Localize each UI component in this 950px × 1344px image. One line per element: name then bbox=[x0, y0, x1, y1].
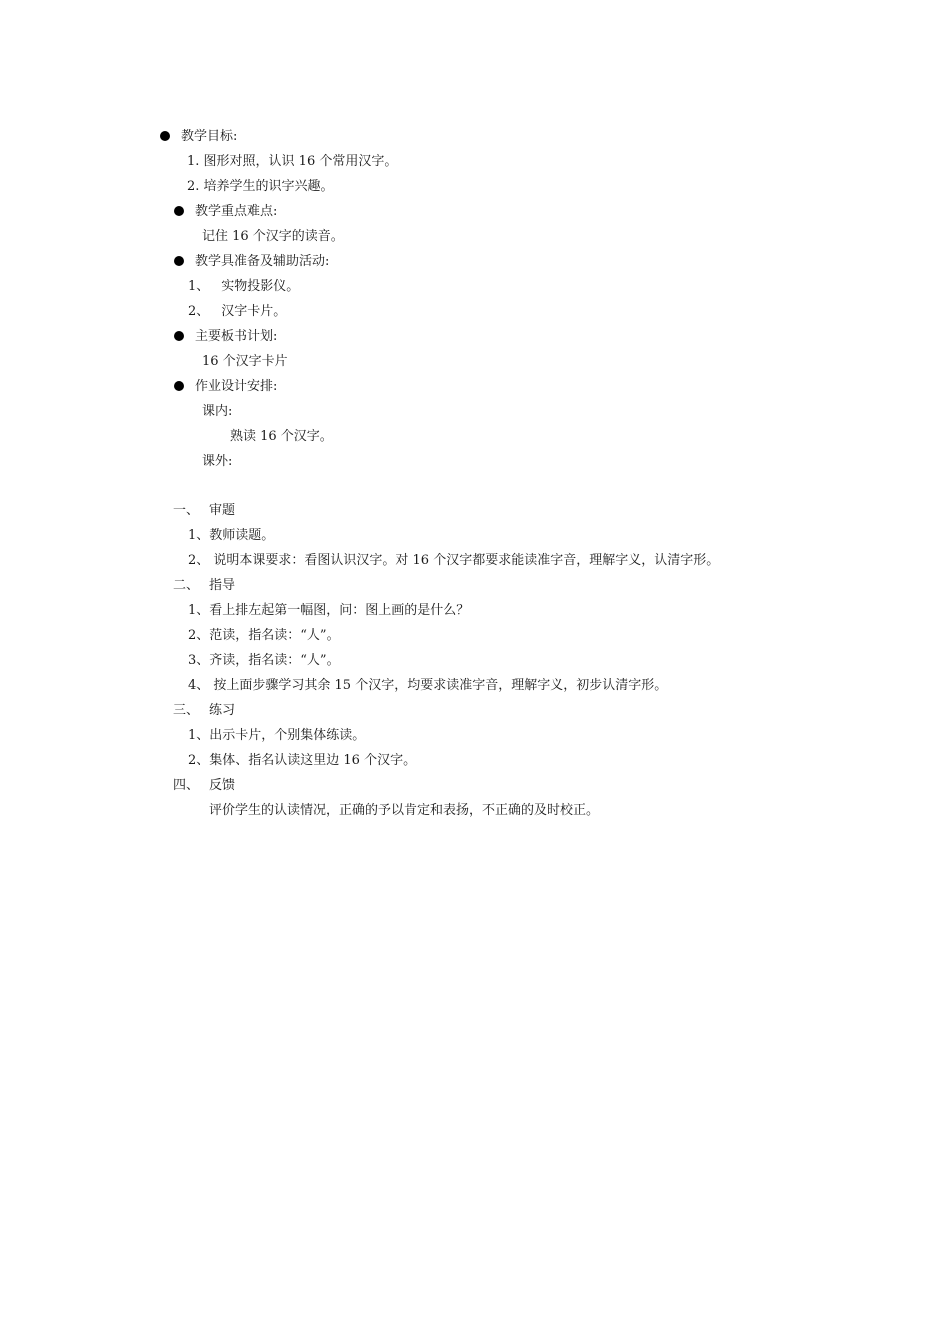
materials-item-number: 1、 bbox=[188, 279, 210, 294]
materials-item bbox=[188, 299, 286, 324]
procedure-step: 1、出示卡片，个别集体练读。 bbox=[188, 728, 366, 743]
board-plan-label: 主要板书计划: bbox=[195, 329, 278, 344]
materials-item-text: 实物投影仪。 bbox=[221, 279, 300, 294]
homework-in-class-label: 课内: bbox=[202, 404, 233, 419]
procedure-title: 反馈 bbox=[209, 778, 236, 793]
key-points-heading bbox=[174, 199, 277, 224]
objectives-label: 教学目标: bbox=[181, 129, 238, 144]
procedure-title: 练习 bbox=[209, 703, 236, 718]
procedure-step: 2、 说明本课要求：看图认识汉字。对 16 个汉字都要求能读准字音，理解字义，认清字形。 bbox=[188, 553, 720, 568]
homework-after-class-label: 课外: bbox=[202, 454, 233, 469]
materials-item-number: 2、 bbox=[188, 304, 210, 319]
procedure-step: 1、看上排左起第一幅图，问：图上画的是什么？ bbox=[188, 603, 470, 618]
bullet-icon bbox=[160, 131, 170, 141]
objectives-item: 2. 培养学生的识字兴趣。 bbox=[187, 179, 334, 194]
objectives-heading bbox=[160, 124, 237, 149]
materials-item-text: 汉字卡片。 bbox=[221, 304, 287, 319]
materials-item bbox=[188, 274, 299, 299]
objectives-item: 1. 图形对照，认识 16 个常用汉字。 bbox=[187, 154, 398, 169]
procedure-step: 2、范读，指名读：“人”。 bbox=[188, 628, 340, 643]
key-points-label: 教学重点难点: bbox=[195, 204, 278, 219]
procedure-step: 1、教师读题。 bbox=[188, 528, 275, 543]
procedure-heading bbox=[173, 573, 235, 598]
procedure-step: 3、齐读，指名读：“人”。 bbox=[188, 653, 340, 668]
procedure-title: 审题 bbox=[209, 503, 236, 518]
procedure-step: 评价学生的认读情况，正确的予以肯定和表扬，不正确的及时校正。 bbox=[209, 803, 600, 818]
homework-heading bbox=[174, 374, 277, 399]
bullet-icon bbox=[174, 256, 184, 266]
procedure-number: 二、 bbox=[173, 578, 200, 593]
board-plan-text: 16 个汉字卡片 bbox=[202, 354, 288, 369]
bullet-icon bbox=[174, 331, 184, 341]
key-points-text: 记住 16 个汉字的读音。 bbox=[202, 229, 344, 244]
materials-label: 教学具准备及辅助活动: bbox=[195, 254, 330, 269]
procedure-heading bbox=[173, 698, 235, 723]
procedure-number: 一、 bbox=[173, 503, 200, 518]
procedure-heading bbox=[173, 498, 235, 523]
procedure-number: 四、 bbox=[173, 778, 200, 793]
bullet-icon bbox=[174, 381, 184, 391]
procedure-title: 指导 bbox=[209, 578, 236, 593]
homework-in-class-text: 熟读 16 个汉字。 bbox=[230, 429, 333, 444]
procedure-step: 2、集体、指名认读这里边 16 个汉字。 bbox=[188, 753, 417, 768]
procedure-heading bbox=[173, 773, 235, 798]
procedure-step: 4、 按上面步骤学习其余 15 个汉字，均要求读准字音，理解字义，初步认清字形。 bbox=[188, 678, 668, 693]
materials-heading bbox=[174, 249, 329, 274]
homework-label: 作业设计安排: bbox=[195, 379, 278, 394]
procedure-number: 三、 bbox=[173, 703, 200, 718]
board-plan-heading bbox=[174, 324, 277, 349]
bullet-icon bbox=[174, 206, 184, 216]
